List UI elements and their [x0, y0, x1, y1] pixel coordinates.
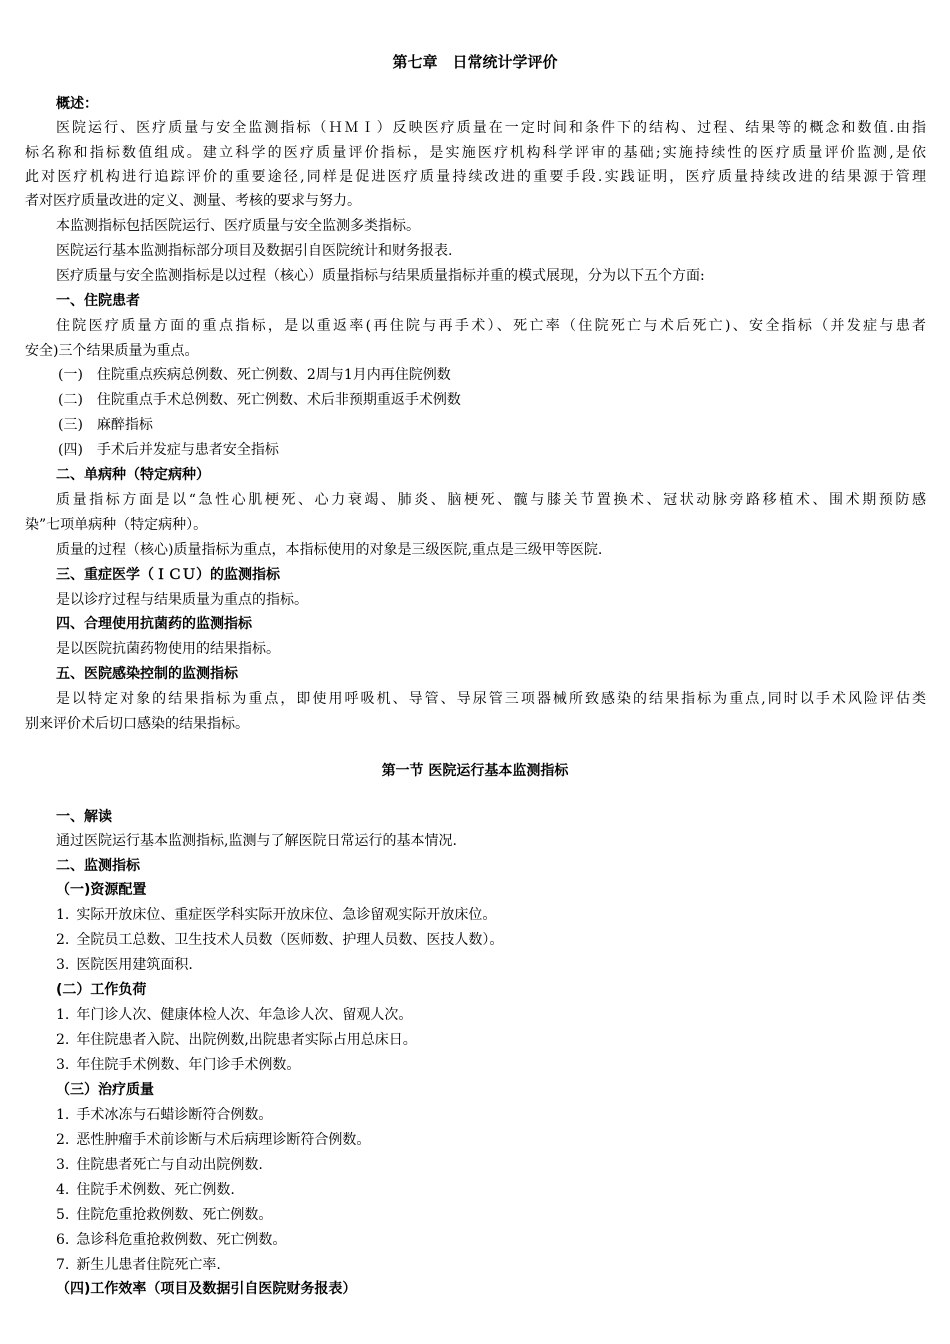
paragraph-scope: 本监测指标包括医院运行、医疗质量与安全监测多类指标。	[56, 218, 420, 234]
subsection-heading: 二、监测指标	[56, 858, 140, 874]
overview-line: 标名称和指标数值组成。建立科学的医疗质量评价指标，是实施医疗机构科学评审的基础;实施持续性的医疗质量评价监测,是依	[25, 145, 926, 161]
section1-line: 住院医疗质量方面的重点指标，是以重返率(再住院与再手术）、死亡率（住院死亡与术后死亡)、安全指标（并发症与患者	[56, 318, 926, 334]
list-item: 2. 全院员工总数、卫生技术人员数（医师数、护理人员数、医技人数）。	[56, 932, 504, 948]
list-item: (一) 住院重点疾病总例数、死亡例数、2周与1月内再住院例数	[58, 367, 451, 383]
section2-line: 质量的过程（核心)质量指标为重点，本指标使用的对象是三级医院,重点是三级甲等医院.	[56, 542, 603, 558]
section-heading: 五、医院感染控制的监测指标	[56, 666, 238, 682]
section-title: 第一节 医院运行基本监测指标	[381, 763, 569, 779]
list-item: (四) 手术后并发症与患者安全指标	[58, 442, 279, 458]
overview-line: 者对医疗质量改进的定义、测量、考核的要求与努力。	[25, 193, 361, 209]
paragraph-source: 医院运行基本监测指标部分项目及数据引自医院统计和财务报表.	[56, 243, 453, 259]
list-item: 4. 住院手术例数、死亡例数.	[56, 1182, 235, 1198]
list-item: 3. 年住院手术例数、年门诊手术例数。	[56, 1057, 301, 1073]
list-item: 7. 新生儿患者住院死亡率.	[56, 1257, 221, 1273]
list-item: 1. 实际开放床位、重症医学科实际开放床位、急诊留观实际开放床位。	[56, 907, 497, 923]
category-heading: （四)工作效率（项目及数据引自医院财务报表）	[56, 1281, 357, 1297]
list-item: 3. 住院患者死亡与自动出院例数.	[56, 1157, 263, 1173]
list-item: (三) 麻醉指标	[58, 417, 153, 433]
list-item: 3. 医院医用建筑面积.	[56, 957, 193, 973]
list-item: (二) 住院重点手术总例数、死亡例数、术后非预期重返手术例数	[58, 392, 461, 408]
section-heading: 四、合理使用抗菌药的监测指标	[56, 616, 252, 632]
category-heading: (二）工作负荷	[56, 982, 147, 998]
category-heading: （一)资源配置	[56, 882, 147, 898]
list-item: 5. 住院危重抢救例数、死亡例数。	[56, 1207, 273, 1223]
list-item: 2. 年住院患者入院、出院例数,出院患者实际占用总床日。	[56, 1032, 417, 1048]
category-heading: （三）治疗质量	[56, 1082, 154, 1098]
section4-text: 是以医院抗菌药物使用的结果指标。	[56, 641, 280, 657]
section-heading: 三、重症医学（ＩＣＵ）的监测指标	[56, 567, 280, 583]
list-item: 1. 年门诊人次、健康体检人次、年急诊人次、留观人次。	[56, 1007, 413, 1023]
overview-label: 概述：	[56, 96, 98, 112]
section-heading: 二、单病种（特定病种）	[56, 467, 210, 483]
overview-line: 医院运行、医疗质量与安全监测指标（ＨＭＩ）反映医疗质量在一定时间和条件下的结构、过程、结果等的概念和数值.由指	[56, 120, 926, 136]
interpret-text: 通过医院运行基本监测指标,监测与了解医院日常运行的基本情况.	[56, 833, 457, 849]
list-item: 6. 急诊科危重抢救例数、死亡例数。	[56, 1232, 287, 1248]
section2-line: 染”七项单病种（特定病种）。	[25, 517, 208, 533]
section1-line: 安全)三个结果质量为重点。	[25, 343, 199, 359]
subsection-heading: 一、解读	[56, 809, 112, 825]
overview-line: 此对医疗机构进行追踪评价的重要途径,同样是促进医疗质量持续改进的重要手段.实践证明，医疗质量持续改进的结果源于管理	[25, 169, 926, 185]
section2-line: 质量指标方面是以“急性心肌梗死、心力衰竭、肺炎、脑梗死、髋与膝关节置换术、冠状动脉旁路移植术、围术期预防感	[56, 492, 926, 508]
list-item: 2. 恶性肿瘤手术前诊断与术后病理诊断符合例数。	[56, 1132, 371, 1148]
chapter-title: 第七章 日常统计学评价	[392, 53, 558, 71]
list-item: 1. 手术冰冻与石蜡诊断符合例数。	[56, 1107, 273, 1123]
section-heading: 一、住院患者	[56, 293, 140, 309]
section3-text: 是以诊疗过程与结果质量为重点的指标。	[56, 592, 308, 608]
section5-line: 别来评价术后切口感染的结果指标。	[25, 716, 249, 732]
section5-line: 是以特定对象的结果指标为重点，即使用呼吸机、导管、导尿管三项器械所致感染的结果指标为重点,同时以手术风险评估类	[56, 691, 926, 707]
paragraph-mode: 医疗质量与安全监测指标是以过程（核心）质量指标与结果质量指标并重的模式展现，分为以下五个方面:	[56, 268, 705, 284]
